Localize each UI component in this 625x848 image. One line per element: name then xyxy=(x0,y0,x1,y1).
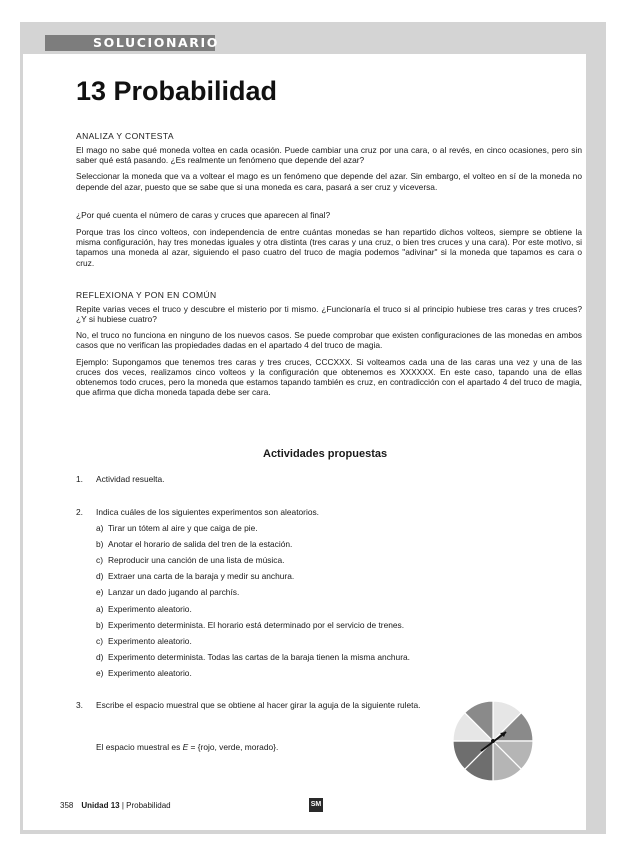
activity-text: Actividad resuelta. xyxy=(96,474,165,484)
answer-3-example: Ejemplo: Supongamos que tenemos tres caras y tres cruces, CCCXXX. Si volteamos cada una de las caras una vez y una de las cruces dos veces, realizamos cinco volteos y la configuración que obtenemos es XXXXXX. En este caso, tapando una de ellas obtenemos todo cruces, pero la moneda que estamos tapando también es cruz, en contradicción con el apartado 4 del truco de magia, que afirma que dicha moneda tapada debe ser cara. xyxy=(76,356,582,398)
activity-number: 2. xyxy=(76,507,83,517)
page-footer: 358 Unidad 13 | Probabilidad xyxy=(60,801,171,810)
main-content xyxy=(76,74,582,397)
activity-text: Escribe el espacio muestral que se obtiene al hacer girar la aguja de la siguiente ruleta. xyxy=(96,700,421,710)
question-1: El mago no sabe qué moneda voltea en cada ocasión. Puede cambiar una cruz por una cara, o al revés, en cinco ocasiones, pero sin saber qué está pasando. ¿Es realmente un fenómeno que depende del azar? xyxy=(76,145,582,166)
activity-text: Indica cuáles de los siguientes experimentos son aleatorios. xyxy=(96,507,319,517)
frame-bottom xyxy=(20,830,606,834)
list-item: a) Experimento aleatorio. xyxy=(96,604,192,614)
activity-3 xyxy=(76,700,446,710)
list-item: e) Lanzar un dado jugando al parchís. xyxy=(96,587,240,597)
list-item: a) Tirar un tótem al aire y que caiga de pie. xyxy=(96,523,258,533)
activity-1 xyxy=(76,474,164,484)
list-item: e) Experimento aleatorio. xyxy=(96,668,192,678)
page-number: 358 xyxy=(60,801,74,810)
activities-heading: Actividades propuestas xyxy=(263,448,388,460)
list-item: b) Anotar el horario de salida del tren de la estación. xyxy=(96,539,293,549)
answer-1: Seleccionar la moneda que va a voltear el mago es un fenómeno que depende del azar. Sin embargo, el volteo en sí de la moneda no depende del azar, puesto que se sabe que si una moneda es cara, pasará a ser cruz y viceversa. xyxy=(76,171,582,192)
header-banner: SOLUCIONARIO xyxy=(45,35,215,51)
publisher-logo: SM xyxy=(309,798,323,812)
section-heading-reflexiona: REFLEXIONA Y PON EN COMÚN xyxy=(76,289,217,300)
page-title: 13 Probabilidad xyxy=(76,76,278,106)
footer-topic: Probabilidad xyxy=(126,801,171,810)
question-2: ¿Por qué cuenta el número de caras y cruces que aparecen al final? xyxy=(76,209,331,220)
list-item: b) Experimento determinista. El horario está determinado por el servicio de trenes. xyxy=(96,620,405,630)
footer-unit: Unidad 13 xyxy=(81,801,120,810)
activity-number: 1. xyxy=(76,474,83,484)
activity-2 xyxy=(76,507,319,517)
list-item: c) Reproducir una canción de una lista de música. xyxy=(96,555,285,565)
answer-2: Porque tras los cinco volteos, con independencia de entre cuántas monedas se han repartido dichos volteos, siempre se obtiene la misma configuración, hay tres monedas iguales y otra distinta (tres caras y una cruz, o bien tres cruces y una cara). Por este motivo, si tapamos una moneda al azar, siguiendo el paso cuatro del truco de magia podemos "adivinar" si la moneda que tapamos es cara o cruz. xyxy=(76,227,582,268)
question-3: Repite varias veces el truco y descubre el misterio por ti mismo. ¿Funcionaría el truco si al principio hubiese tres caras y tres cruces? ¿Y si hubiese cuatro? xyxy=(76,303,582,325)
roulette-wheel-image xyxy=(451,699,535,783)
list-item: c) Experimento aleatorio. xyxy=(96,636,192,646)
section-heading-analiza: ANALIZA Y CONTESTA xyxy=(76,131,174,141)
frame-right xyxy=(586,22,606,832)
activity-number: 3. xyxy=(76,700,83,710)
list-item: d) Experimento determinista. Todas las cartas de la baraja tienen la misma anchura. xyxy=(96,652,410,662)
answer-3: No, el truco no funciona en ninguno de los nuevos casos. Se puede comprobar que existen configuraciones de las monedas en ambos casos que no verifican las propiedades dadas en el apartado 4 del truco de magia. xyxy=(76,330,582,351)
frame-left xyxy=(20,22,23,834)
activity-3-answer: El espacio muestral es E = {rojo, verde, morado}. xyxy=(96,742,279,752)
list-item: d) Extraer una carta de la baraja y medir su anchura. xyxy=(96,571,295,581)
